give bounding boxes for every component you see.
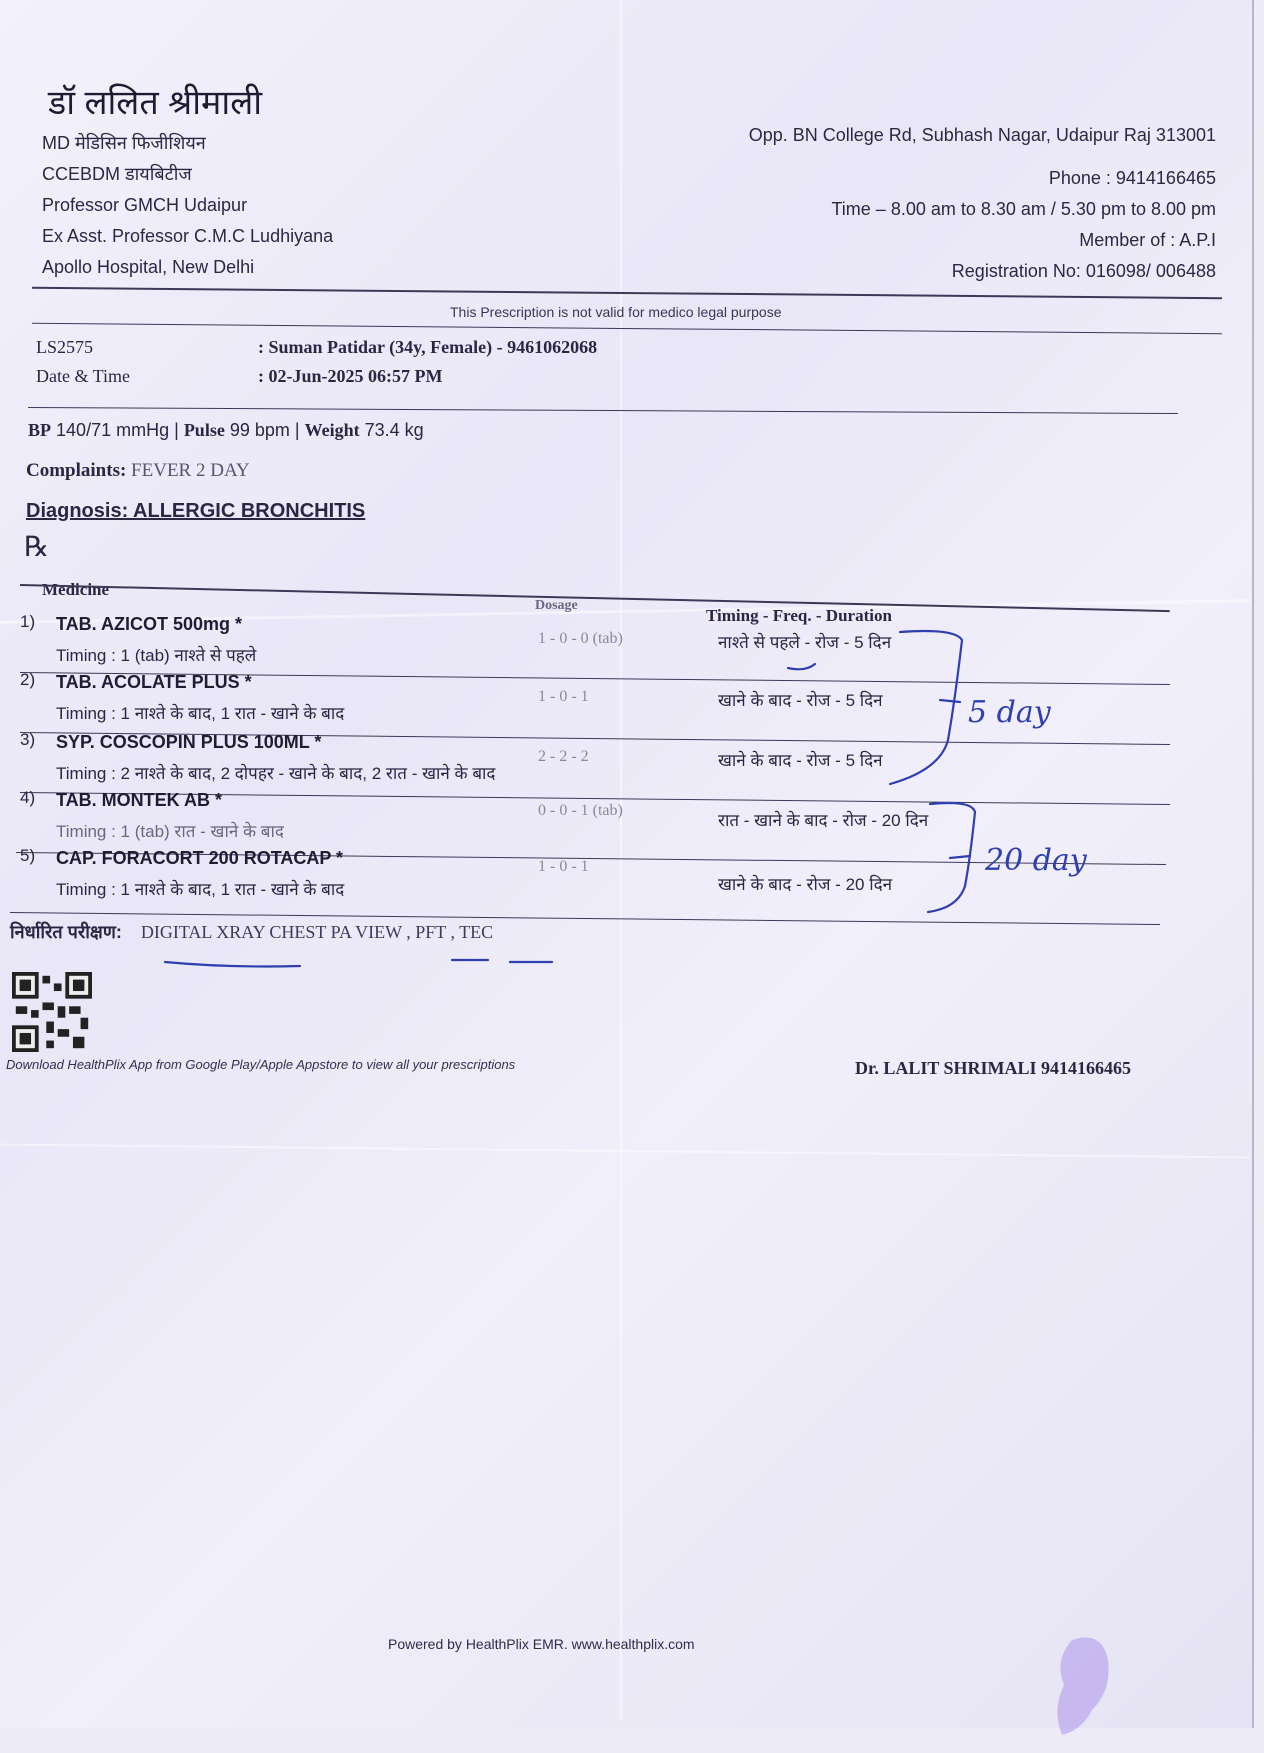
pulse-value: 99 bpm <box>229 420 290 440</box>
medicine-frequency: खाने के बाद - रोज - 20 दिन <box>718 875 893 894</box>
patient-details: : Suman Patidar (34y, Female) - 9461062068 <box>258 337 598 357</box>
medicine-name: CAP. FORACORT 200 ROTACAP * <box>56 848 344 868</box>
diagnosis: Diagnosis: ALLERGIC BRONCHITIS <box>26 500 366 522</box>
col-freq: Timing - Freq. - Duration <box>706 606 892 625</box>
medicine-timing: Timing : 1 नाश्ते के बाद, 1 रात - खाने के बाद <box>56 704 345 723</box>
row-number: 2) <box>20 670 36 689</box>
doctor-signature: Dr. LALIT SHRIMALI 9414166465 <box>855 1058 1132 1078</box>
bp-label: BP <box>28 420 52 440</box>
handwritten-note: 20 day <box>985 843 1087 878</box>
legal-notice: This Prescription is not valid for medico legal purpose <box>450 304 782 320</box>
medicine-name: SYP. COSCOPIN PLUS 100ML * <box>56 732 322 752</box>
prescribed-tests <box>10 920 493 944</box>
complaints-value: FEVER 2 DAY <box>131 460 250 481</box>
medicine-timing: Timing : 1 (tab) नाश्ते से पहले <box>56 646 257 665</box>
row-number: 4) <box>20 788 36 807</box>
clinic-phone: Phone : 9414166465 <box>1048 168 1216 188</box>
medicine-dosage: 1 - 0 - 1 <box>538 688 589 705</box>
qr-code <box>12 972 92 1052</box>
medicine-frequency: नाश्ते से पहले - रोज - 5 दिन <box>718 633 892 652</box>
credential-line: CCEBDM डायबिटीज <box>42 164 192 184</box>
row-number: 3) <box>20 730 36 749</box>
clinic-membership: Member of : A.P.I <box>1079 230 1216 250</box>
clinic-registration: Registration No: 016098/ 006488 <box>951 261 1216 281</box>
bracket-mark <box>890 631 962 784</box>
medicine-timing: Timing : 1 नाश्ते के बाद, 1 रात - खाने के बाद <box>56 880 345 899</box>
clinic-time: Time – 8.00 am to 8.30 am / 5.30 pm to 8.00 pm <box>831 199 1216 219</box>
credential-line: Apollo Hospital, New Delhi <box>42 257 255 277</box>
underline-mark <box>165 962 300 967</box>
weight-label: Weight <box>304 420 360 440</box>
medicine-frequency: खाने के बाद - रोज - 5 दिन <box>718 751 883 770</box>
tests-value: DIGITAL XRAY CHEST PA VIEW , PFT , TEC <box>140 922 494 942</box>
weight-value: 73.4 kg <box>364 420 424 440</box>
medicine-name: TAB. ACOLATE PLUS * <box>56 672 252 692</box>
rx-symbol: ℞ <box>24 532 50 563</box>
paper-crease <box>0 1143 1250 1158</box>
bracket-tick <box>950 856 970 858</box>
row-number: 1) <box>20 612 36 631</box>
separator: | <box>174 420 179 440</box>
bracket-tick <box>940 700 960 702</box>
credential-line: MD मेडिसिन फिजीशियन <box>42 133 206 153</box>
complaints-label: Complaints: <box>26 460 127 481</box>
medicine-name: TAB. MONTEK AB * <box>56 790 222 810</box>
medicine-timing: Timing : 1 (tab) रात - खाने के बाद <box>56 822 284 841</box>
pulse-label: Pulse <box>183 420 225 440</box>
download-note: Download HealthPlix App from Google Play/Apple Appstore to view all your prescriptions <box>6 1057 516 1072</box>
handwritten-note: 5 day <box>968 695 1051 730</box>
tests-label: निर्धारित परीक्षण: <box>10 922 122 942</box>
datetime-label: Date & Time <box>36 366 131 386</box>
col-dosage: Dosage <box>535 598 578 613</box>
separator: | <box>294 420 300 440</box>
credential-line: Ex Asst. Professor C.M.C Ludhiyana <box>42 226 334 246</box>
medicine-frequency: खाने के बाद - रोज - 5 दिन <box>718 691 883 710</box>
col-medicine: Medicine <box>42 580 110 599</box>
medicine-timing: Timing : 2 नाश्ते के बाद, 2 दोपहर - खाने के बाद, 2 रात - खाने के बाद <box>56 764 496 783</box>
medicine-dosage: 1 - 0 - 0 (tab) <box>538 630 623 647</box>
credential-line: Professor GMCH Udaipur <box>42 195 248 215</box>
medicine-dosage: 0 - 0 - 1 (tab) <box>538 802 623 819</box>
datetime-value: : 02-Jun-2025 06:57 PM <box>258 366 443 386</box>
doctor-name-hindi: डॉ ललित श्रीमाली <box>48 84 263 122</box>
clinic-address: Opp. BN College Rd, Subhash Nagar, Udaipur Raj 313001 <box>748 125 1216 145</box>
powered-by: Powered by HealthPlix EMR. www.healthplix.com <box>388 1636 695 1652</box>
ink-stain <box>1042 1630 1132 1740</box>
medicine-dosage: 1 - 0 - 1 <box>538 858 589 875</box>
medicine-name: TAB. AZICOT 500mg * <box>56 614 243 634</box>
medicine-dosage: 2 - 2 - 2 <box>538 748 589 765</box>
row-number: 5) <box>20 846 36 865</box>
medicine-frequency: रात - खाने के बाद - रोज - 20 दिन <box>718 811 929 830</box>
underline-mark <box>788 664 815 669</box>
bp-value: 140/71 mmHg <box>56 420 170 440</box>
patient-id: LS2575 <box>36 337 94 357</box>
